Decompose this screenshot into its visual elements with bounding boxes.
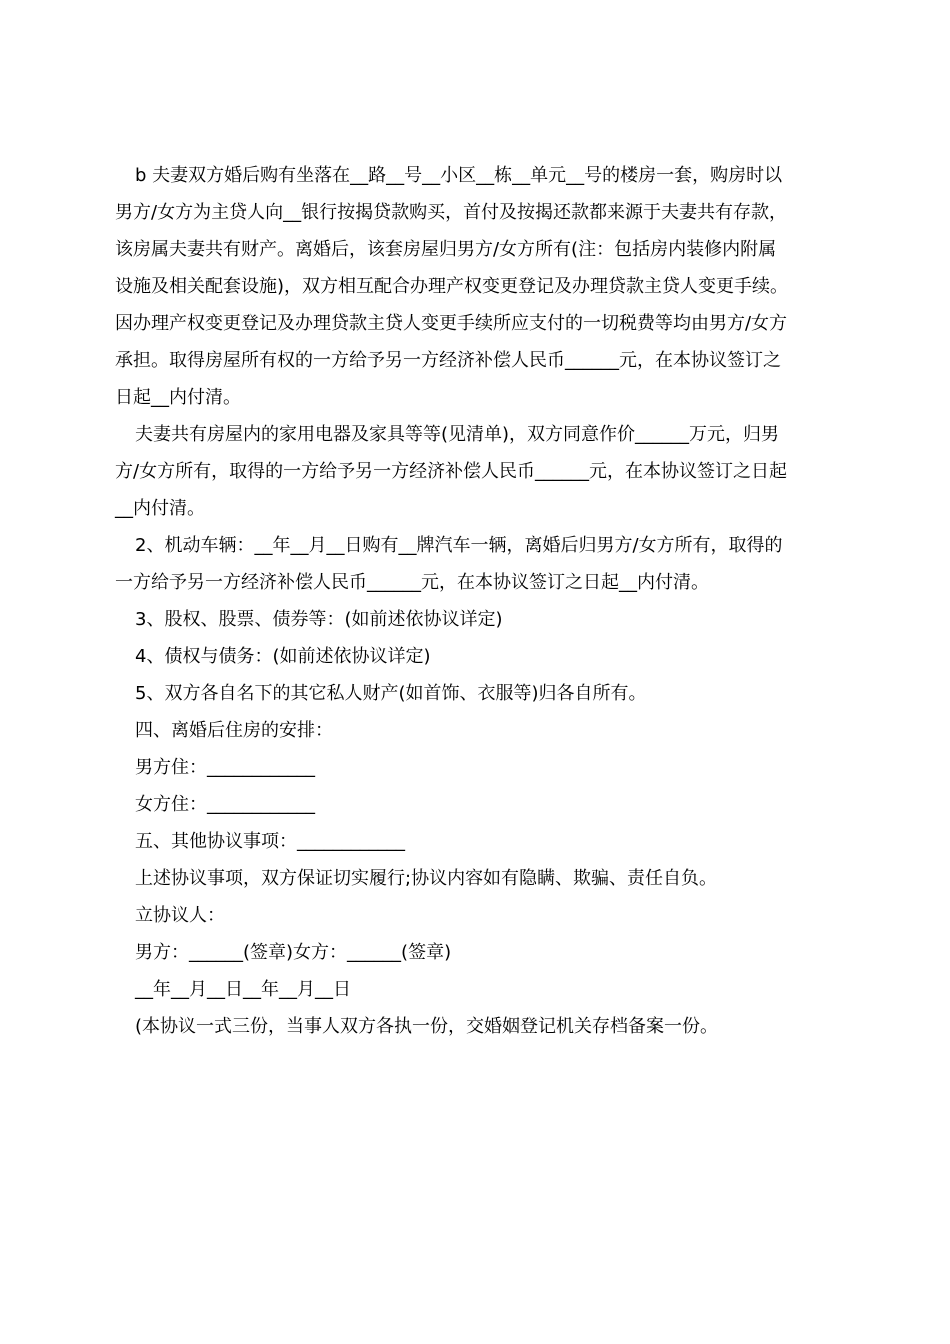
signature-line: 男方：______(签章)女方：______(签章)	[135, 942, 452, 963]
text-line: 方/女方所有，取得的一方给予另一方经济补偿人民币______元，在本协议签订之日起	[115, 461, 788, 482]
text-line: 承担。取得房屋所有权的一方给予另一方经济补偿人民币______元，在本协议签订之	[115, 350, 781, 371]
text-line: 夫妻共有房屋内的家用电器及家具等等(见清单)，双方同意作价______万元，归男	[135, 424, 780, 445]
text-line: 男方/女方为主贷人向__银行按揭贷款购买，首付及按揭还款都来源于夫妻共有存款，	[115, 202, 788, 223]
text-line: __内付清。	[115, 498, 205, 519]
text-line: 设施及相关配套设施)，双方相互配合办理产权变更登记及办理贷款主贷人变更手续。	[115, 276, 789, 297]
section-heading-housing: 四、离婚后住房的安排：	[135, 720, 333, 741]
text-line: 2、机动车辆：__年__月__日购有__牌汽车一辆，离婚后归男方/女方所有，取得的	[135, 535, 783, 556]
text-line: 因办理产权变更登记及办理贷款主贷人变更手续所应支付的一切税费等均由男方/女方	[115, 313, 788, 334]
item-debts: 4、债权与债务：(如前述依协议详定)	[135, 646, 431, 667]
document-page	[115, 157, 837, 1045]
female-residence-field: 女方住：____________	[135, 794, 315, 815]
signatories-label: 立协议人：	[135, 905, 225, 926]
date-line: __年__月__日__年__月__日	[135, 979, 351, 1000]
copies-note: (本协议一式三份，当事人双方各执一份，交婚姻登记机关存档备案一份。	[135, 1016, 719, 1037]
item-equity: 3、股权、股票、债券等：(如前述依协议详定)	[135, 609, 503, 630]
text-line: 一方给予另一方经济补偿人民币______元，在本协议签订之日起__内付清。	[115, 572, 709, 593]
item-personal-property: 5、双方各自名下的其它私人财产(如首饰、衣服等)归各自所有。	[135, 683, 647, 704]
paragraph-house-b	[115, 157, 837, 416]
male-residence-field: 男方住：____________	[135, 757, 315, 778]
guarantee-statement: 上述协议事项，双方保证切实履行;协议内容如有隐瞒、欺骗、责任自负。	[135, 868, 718, 889]
text-line: 日起__内付清。	[115, 387, 241, 408]
text-line: 该房属夫妻共有财产。离婚后，该套房屋归男方/女方所有(注：包括房内装修内附属	[115, 239, 777, 260]
section-heading-other: 五、其他协议事项：____________	[135, 831, 405, 852]
text-line: b 夫妻双方婚后购有坐落在__路__号__小区__栋__单元__号的楼房一套，购房时以	[135, 165, 783, 186]
paragraph-vehicle	[115, 527, 837, 601]
paragraph-appliances	[115, 416, 837, 527]
